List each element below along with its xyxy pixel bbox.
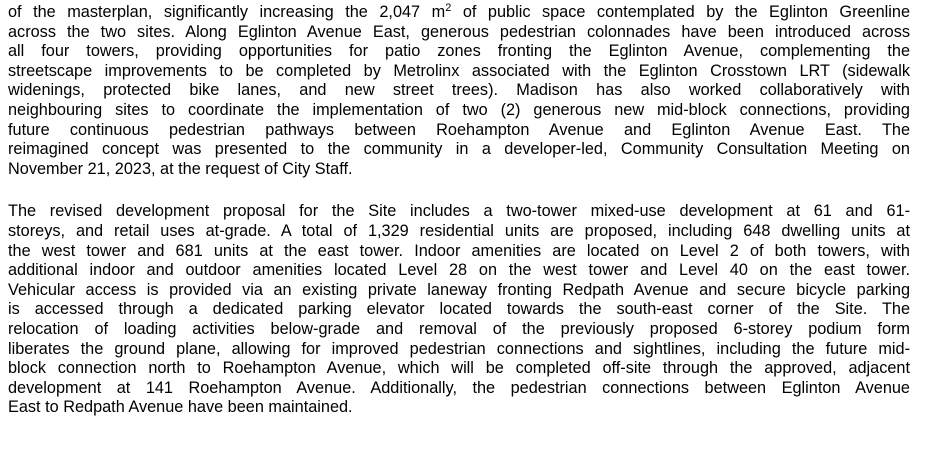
text-line: reimagined concept was presented to the community in a developer-led, Community Consultation Meeting on bbox=[8, 140, 910, 159]
text-line: block connection north to Roehampton Avenue, which will be completed off-site through the approved, adjacent bbox=[8, 359, 910, 378]
superscript: 2 bbox=[445, 2, 452, 14]
text-line: development at 141 Roehampton Avenue. Additionally, the pedestrian connections between Eglinton Avenue bbox=[8, 378, 910, 397]
text-line: widenings, protected bike lanes, and new street trees). Madison has also worked collaboratively with bbox=[8, 81, 910, 100]
document-page bbox=[8, 3, 910, 418]
text-line: neighbouring sites to coordinate the implementation of two (2) generous new mid-block connections, providing bbox=[8, 100, 910, 119]
text-line: November 21, 2023, at the request of City Staff. bbox=[8, 159, 353, 178]
text-line: across the two sites. Along Eglinton Avenue East, generous pedestrian colonnades have been introduced across bbox=[8, 22, 910, 41]
text-line: The revised development proposal for the Site includes a two-tower mixed-use development at 61 and 61- bbox=[8, 202, 910, 221]
text-line: all four towers, providing opportunities for patio zones fronting the Eglinton Avenue, complementing the bbox=[8, 42, 910, 61]
text-line: additional indoor and outdoor amenities located Level 28 on the west tower and Level 40 on the east tower. bbox=[8, 261, 910, 280]
text-line: is accessed through a dedicated parking elevator located towards the south-east corner of the Site. The bbox=[8, 300, 910, 319]
text-line: storeys, and retail uses at-grade. A total of 1,329 residential units are proposed, including 648 dwelling units at bbox=[8, 221, 910, 240]
text-line: East to Redpath Avenue have been maintained. bbox=[8, 398, 353, 417]
text-line: Vehicular access is provided via an existing private laneway fronting Redpath Avenue and secure bicycle parking bbox=[8, 280, 910, 299]
text-line: of the masterplan, significantly increasing the 2,047 $m^2$ of public space contemplated by the Eglinton Greenline bbox=[8, 2, 910, 21]
text-line: relocation of loading activities below-grade and removal of the previously proposed 6-storey podium form bbox=[8, 319, 910, 338]
paragraph-revised-proposal bbox=[8, 202, 910, 418]
text-line: future continuous pedestrian pathways between Roehampton Avenue and Eglinton Avenue East. The bbox=[8, 120, 910, 139]
paragraph-masterplan bbox=[8, 3, 910, 179]
text-line: streetscape improvements to be completed by Metrolinx associated with the Eglinton Crosstown LRT (sidewalk bbox=[8, 61, 910, 80]
text-line: the west tower and 681 units at the east tower. Indoor amenities are located on Level 2 of both towers, with bbox=[8, 241, 910, 260]
text-line: liberates the ground plane, allowing for improved pedestrian connections and sightlines, including the future mid- bbox=[8, 339, 910, 358]
